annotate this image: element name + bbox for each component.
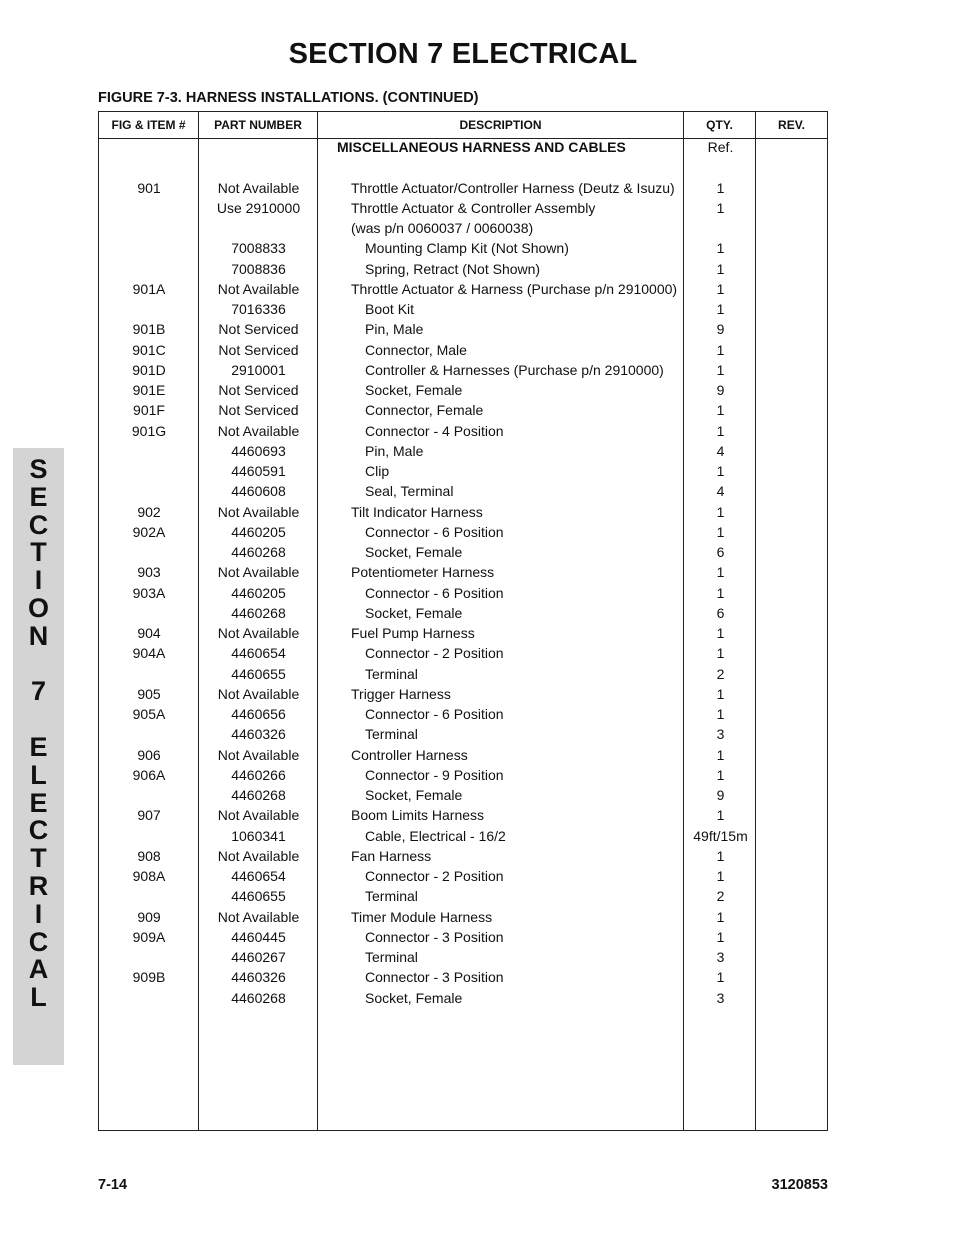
table-body: [99, 137, 827, 1008]
part-number-cell: Not Available: [217, 847, 300, 864]
qty-cell: 1: [716, 280, 725, 297]
part-number-cell: Not Available: [217, 564, 300, 581]
description-cell: Pin, Male: [365, 321, 424, 338]
qty-cell: 1: [716, 179, 725, 196]
table-row: [99, 886, 827, 906]
fig-item-cell: 902A: [132, 523, 166, 540]
part-number-cell: 4460655: [231, 665, 286, 682]
side-tab-letter: I: [34, 898, 43, 929]
qty-cell: 1: [716, 847, 725, 864]
part-number-cell: 4460693: [231, 442, 286, 459]
qty-cell: Ref.: [707, 139, 734, 155]
description-cell: Terminal: [365, 949, 418, 965]
table-row: [99, 218, 827, 238]
part-number-cell: Not Available: [217, 685, 300, 702]
qty-cell: 1: [716, 240, 725, 257]
part-number-cell: 4460267: [231, 949, 286, 965]
table-row: [99, 299, 827, 319]
table-row: [99, 785, 827, 805]
section-title: SECTION 7 ELECTRICAL: [288, 38, 638, 70]
table-row: [99, 745, 827, 765]
table-row: [99, 178, 827, 198]
table-row: [99, 380, 827, 400]
description-cell: Controller & Harnesses (Purchase p/n 2910000): [365, 361, 664, 378]
side-tab-letter: S: [29, 454, 48, 484]
fig-item-cell: 906: [137, 746, 161, 763]
figure-title: FIGURE 7-3. HARNESS INSTALLATIONS. (CONTINUED): [98, 90, 479, 106]
table-row: [99, 502, 827, 522]
qty-cell: 1: [716, 463, 725, 479]
qty-cell: 1: [716, 969, 725, 986]
qty-cell: 1: [716, 584, 725, 601]
header-part-number: PART NUMBER: [214, 118, 302, 132]
description-cell: Tilt Indicator Harness: [351, 503, 483, 520]
table-row: [99, 866, 827, 886]
description-cell: Connector - 3 Position: [365, 928, 504, 945]
table-row: [99, 927, 827, 947]
part-number-cell: 4460445: [231, 928, 286, 945]
table-row: [99, 967, 827, 987]
fig-item-cell: 909B: [132, 969, 166, 986]
qty-cell: 1: [716, 503, 725, 520]
parts-table: [98, 111, 828, 1131]
side-tab-letter: O: [27, 592, 49, 623]
part-number-cell: Not Available: [217, 179, 300, 196]
qty-cell: 4: [716, 483, 725, 500]
description-cell: Seal, Terminal: [365, 483, 454, 500]
description-cell: Pin, Male: [365, 442, 424, 459]
description-cell: (was p/n 0060037 / 0060038): [351, 220, 534, 236]
part-number-cell: 2910001: [231, 361, 286, 378]
part-number-cell: 4460268: [231, 989, 286, 1006]
description-cell: Boot Kit: [365, 301, 415, 317]
fig-item-cell: 908: [137, 847, 161, 864]
description-cell: Socket, Female: [365, 989, 463, 1006]
table-row: [99, 664, 827, 684]
part-number-cell: Not Available: [217, 280, 300, 297]
description-cell: Mounting Clamp Kit (Not Shown): [365, 240, 569, 257]
table-row: [99, 259, 827, 279]
part-number-cell: 4460608: [231, 483, 286, 500]
qty-cell: 1: [716, 706, 725, 722]
part-number-cell: Not Available: [217, 908, 300, 925]
description-cell: Connector - 6 Position: [365, 584, 504, 601]
description-cell: Connector, Female: [365, 402, 484, 419]
fig-item-cell: 905A: [132, 706, 166, 722]
table-row: [99, 522, 827, 542]
qty-cell: 3: [716, 726, 725, 743]
qty-cell: 1: [716, 564, 725, 581]
description-cell: Connector - 6 Position: [365, 523, 504, 540]
table-row: [99, 724, 827, 744]
part-number-cell: Not Available: [217, 625, 300, 641]
fig-item-cell: 903A: [132, 584, 166, 601]
part-number-cell: 4460266: [231, 766, 286, 783]
qty-cell: 6: [716, 544, 725, 560]
qty-cell: 1: [716, 523, 725, 540]
side-tab-letter: C: [28, 815, 49, 846]
qty-cell: 1: [716, 361, 725, 378]
description-cell: Spring, Retract (Not Shown): [365, 260, 541, 277]
table-row: [99, 603, 827, 623]
description-cell: Socket, Female: [365, 787, 463, 803]
table-row: [99, 319, 827, 339]
part-number-cell: 4460268: [231, 787, 286, 803]
qty-cell: 9: [716, 382, 725, 398]
qty-cell: 1: [716, 928, 725, 945]
qty-cell: 9: [716, 787, 725, 803]
qty-cell: 2: [716, 665, 725, 682]
table-row: [99, 340, 827, 360]
description-cell: Connector - 3 Position: [365, 969, 504, 986]
side-tab-letter: E: [29, 787, 48, 818]
part-number-cell: Not Available: [217, 422, 300, 439]
description-cell: Terminal: [365, 665, 418, 682]
fig-item-cell: 908A: [132, 868, 166, 884]
table-row: [99, 542, 827, 562]
description-cell: Clip: [365, 463, 390, 479]
qty-cell: 4: [716, 442, 725, 459]
description-cell: Terminal: [365, 888, 418, 905]
table-row: [99, 988, 827, 1008]
qty-cell: 2: [716, 888, 725, 905]
description-cell: Fuel Pump Harness: [351, 625, 475, 641]
qty-cell: 1: [716, 868, 725, 884]
description-cell: Terminal: [365, 726, 418, 743]
fig-item-cell: 905: [137, 685, 161, 702]
table-row: [99, 421, 827, 441]
side-tab-letter: C: [28, 926, 49, 957]
qty-cell: 1: [716, 341, 725, 358]
document-number: 3120853: [771, 1177, 828, 1193]
description-cell: Socket, Female: [365, 382, 463, 398]
description-cell: Connector - 2 Position: [365, 645, 504, 662]
qty-cell: 3: [716, 949, 725, 965]
description-cell: Controller Harness: [351, 746, 468, 763]
header-fig-item: FIG & ITEM #: [111, 118, 186, 132]
description-cell: Timer Module Harness: [351, 908, 493, 925]
qty-cell: 3: [716, 989, 725, 1006]
side-tab-letter: E: [29, 481, 48, 512]
part-number-cell: 4460656: [231, 706, 286, 722]
table-row: [99, 400, 827, 420]
part-number-cell: 4460326: [231, 969, 286, 986]
part-number-cell: 4460654: [231, 645, 286, 662]
description-cell: Cable, Electrical - 16/2: [365, 827, 506, 844]
table-row: [99, 907, 827, 927]
part-number-cell: Use 2910000: [216, 199, 301, 216]
description-cell: Connector - 2 Position: [365, 868, 504, 884]
qty-cell: 6: [716, 604, 725, 621]
qty-cell: 1: [716, 908, 725, 925]
table-row: [99, 481, 827, 501]
part-number-cell: 7016336: [231, 301, 286, 317]
fig-item-cell: 901G: [131, 422, 167, 439]
table-row: [99, 461, 827, 481]
qty-cell: 1: [716, 199, 725, 216]
qty-cell: 9: [716, 321, 725, 338]
description-cell: Connector - 9 Position: [365, 766, 504, 783]
part-number-cell: Not Serviced: [218, 402, 299, 419]
part-number-cell: 1060341: [231, 827, 286, 844]
fig-item-cell: 901B: [132, 321, 166, 338]
qty-cell: 1: [716, 301, 725, 317]
part-number-cell: 4460654: [231, 868, 286, 884]
part-number-cell: Not Serviced: [218, 341, 299, 358]
table-row: [99, 684, 827, 704]
section-side-tab: [13, 448, 64, 1065]
side-tab-letter: A: [28, 954, 49, 985]
fig-item-cell: 902: [137, 503, 161, 520]
part-number-cell: 7008833: [231, 240, 286, 257]
header-description: DESCRIPTION: [459, 118, 542, 132]
table-row: [99, 765, 827, 785]
fig-item-cell: 903: [137, 564, 161, 581]
part-number-cell: 7008836: [231, 260, 286, 277]
table-row: [99, 562, 827, 582]
qty-cell: 1: [716, 746, 725, 763]
fig-item-cell: 909: [137, 908, 161, 925]
qty-cell: 1: [716, 260, 725, 277]
table-row: [99, 623, 827, 643]
table-row: [99, 441, 827, 461]
header-qty: QTY.: [706, 118, 733, 132]
qty-cell: 1: [716, 807, 725, 824]
description-cell: Connector - 4 Position: [365, 422, 504, 439]
description-cell: Potentiometer Harness: [351, 564, 495, 581]
table-row: [99, 846, 827, 866]
qty-cell: 1: [716, 422, 725, 439]
part-number-cell: Not Available: [217, 503, 300, 520]
fig-item-cell: 901C: [132, 341, 166, 358]
qty-cell: 1: [716, 645, 725, 662]
description-cell: Fan Harness: [351, 847, 432, 864]
table-row: [99, 583, 827, 603]
table-row: [99, 360, 827, 380]
part-number-cell: 4460326: [231, 726, 286, 743]
side-tab-letter: L: [30, 759, 47, 790]
part-number-cell: Not Available: [217, 746, 300, 763]
fig-item-cell: 906A: [132, 766, 166, 783]
side-tab-letter: C: [28, 509, 49, 540]
part-number-cell: Not Available: [217, 807, 300, 824]
part-number-cell: 4460205: [231, 523, 286, 540]
table-row: [99, 826, 827, 846]
fig-item-cell: 901F: [133, 402, 165, 419]
description-cell: Socket, Female: [365, 544, 463, 560]
description-cell: Throttle Actuator/Controller Harness (Deutz & Isuzu): [351, 179, 675, 196]
fig-item-cell: 904A: [132, 645, 166, 662]
table-row: [99, 279, 827, 299]
fig-item-cell: 909A: [132, 928, 166, 945]
part-number-cell: 4460268: [231, 544, 286, 560]
description-cell: Trigger Harness: [351, 685, 451, 702]
description-cell: Connector - 6 Position: [365, 706, 504, 722]
fig-item-cell: 901: [137, 179, 161, 196]
side-tab-letter: I: [34, 565, 43, 596]
table-row: [99, 238, 827, 258]
part-number-cell: 4460655: [231, 888, 286, 905]
table-row: [99, 198, 827, 218]
table-row: [99, 643, 827, 663]
table-row: [99, 947, 827, 967]
description-cell: MISCELLANEOUS HARNESS AND CABLES: [337, 139, 626, 155]
side-tab-letter: T: [30, 843, 47, 874]
part-number-cell: 4460268: [231, 604, 286, 621]
table-row: [99, 704, 827, 724]
description-cell: Throttle Actuator & Controller Assembly: [351, 199, 596, 216]
side-tab-letter: L: [30, 982, 47, 1013]
table-row: [99, 805, 827, 825]
fig-item-cell: 901A: [132, 280, 166, 297]
description-cell: Socket, Female: [365, 604, 463, 621]
header-rev: REV.: [778, 118, 805, 132]
qty-cell: 49ft/15m: [693, 827, 748, 844]
fig-item-cell: 901E: [132, 382, 166, 398]
part-number-cell: 4460205: [231, 584, 286, 601]
table-row: [99, 137, 827, 157]
description-cell: Boom Limits Harness: [351, 807, 485, 824]
side-tab-letter: R: [28, 870, 49, 901]
fig-item-cell: 907: [137, 807, 161, 824]
side-tab-letter: N: [28, 620, 49, 651]
side-tab-letter: E: [29, 731, 48, 762]
qty-cell: 1: [716, 766, 725, 783]
part-number-cell: Not Serviced: [218, 382, 299, 398]
part-number-cell: Not Serviced: [218, 321, 299, 338]
qty-cell: 1: [716, 685, 725, 702]
side-tab-letters: [13, 456, 64, 1012]
side-tab-letter: T: [30, 537, 47, 568]
fig-item-cell: 901D: [132, 361, 166, 378]
qty-cell: 1: [716, 625, 725, 641]
part-number-cell: 4460591: [231, 463, 286, 479]
page-number: 7-14: [98, 1177, 128, 1193]
description-cell: Throttle Actuator & Harness (Purchase p/n 2910000): [351, 280, 678, 297]
fig-item-cell: 904: [137, 625, 161, 641]
description-cell: Connector, Male: [365, 341, 467, 358]
qty-cell: 1: [716, 402, 725, 419]
table-row: [99, 157, 827, 177]
side-tab-letter: 7: [30, 676, 47, 707]
